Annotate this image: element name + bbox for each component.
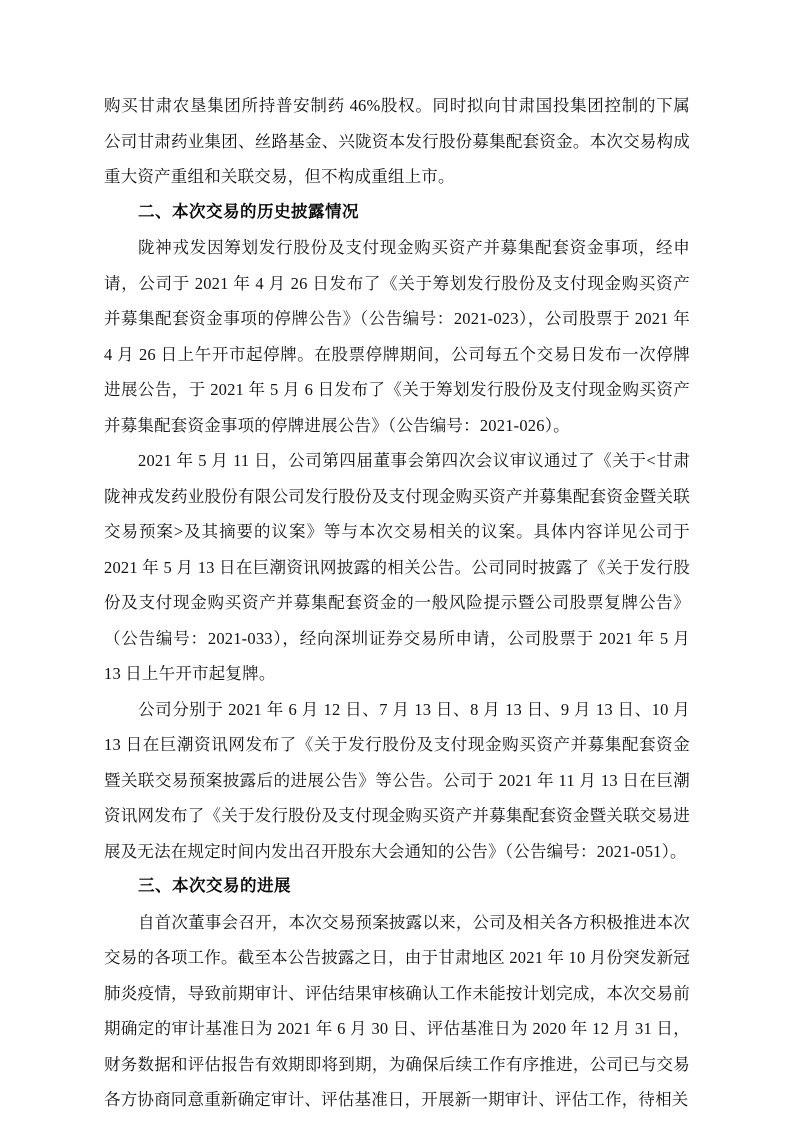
paragraph-history-suspension: 陇神戎发因筹划发行股份及支付现金购买资产并募集配套资金事项，经申请，公司于 2021 年 4 月 26 日发布了《关于筹划发行股份及支付现金购买资产并募集配套资金事项的停牌公告》（公告编号：2021-023），公司股票于 2021 年 4 月 26 日上午开市起停牌。在股票停牌期间，公司每五个交易日发布一次停牌进展公告，于 2021 年 5 月 6 日发布了《关于筹划发行股份及支付现金购买资产并募集配套资金事项的停牌进展公告》（公告编号：2021-026）。 [104,238,690,435]
page-content [104,88,690,1118]
paragraph-opening: 购买甘肃农垦集团所持普安制药 46%股权。同时拟向甘肃国投集团控制的下属公司甘肃药业集团、丝路基金、兴陇资本发行股份募集配套资金。本次交易构成重大资产重组和关联交易，但不构成重组上市。 [104,96,690,186]
paragraph-progress-announcements: 公司分别于 2021 年 6 月 12 日、7 月 13 日、8 月 13 日、9 月 13 日、10 月 13 日在巨潮资讯网发布了《关于发行股份及支付现金购买资产并募集配套资金暨关联交易预案披露后的进展公告》等公告。公司于 2021 年 11 月 13 日在巨潮资讯网发布了《关于发行股份及支付现金购买资产并募集配套资金暨关联交易进展及无法在规定时间内发出召开股东大会通知的公告》（公告编号：2021-051）。 [104,699,690,861]
paragraph-board-meeting: 2021 年 5 月 11 日，公司第四届董事会第四次会议审议通过了《关于<甘肃陇神戎发药业股份有限公司发行股份及支付现金购买资产并募集配套资金暨关联交易预案>及其摘要的议案》等与本次交易相关的议案。具体内容详见公司于 2021 年 5 月 13 日在巨潮资讯网披露的相关公告。公司同时披露了《关于发行股份及支付现金购买资产并募集配套资金的一般风险提示暨公司股票复牌公告》（公告编号：2021-033），经向深圳证券交易所申请，公司股票于 2021 年 5 月 13 日上午开市起复牌。 [104,451,690,683]
section-heading-two: 二、本次交易的历史披露情况 [138,202,359,221]
paragraph-transaction-progress: 自首次董事会召开，本次交易预案披露以来，公司及相关各方积极推进本次交易的各项工作。截至本公告披露之日，由于甘肃地区 2021 年 10 月份突发新冠肺炎疫情，导致前期审计、评估结果审核确认工作未能按计划完成，本次交易前期确定的审计基准日为 2021 年 6 月 30 日、评估基准日为 2020 年 12 月 31 日，财务数据和评估报告有效期即将到期，为确保后续工作有序推进，公司已与交易各方协商同意重新确定审计、评估基准日，开展新一期审计、评估工作，待相关 [104,912,690,1109]
section-heading-three: 三、本次交易的进展 [138,877,291,895]
